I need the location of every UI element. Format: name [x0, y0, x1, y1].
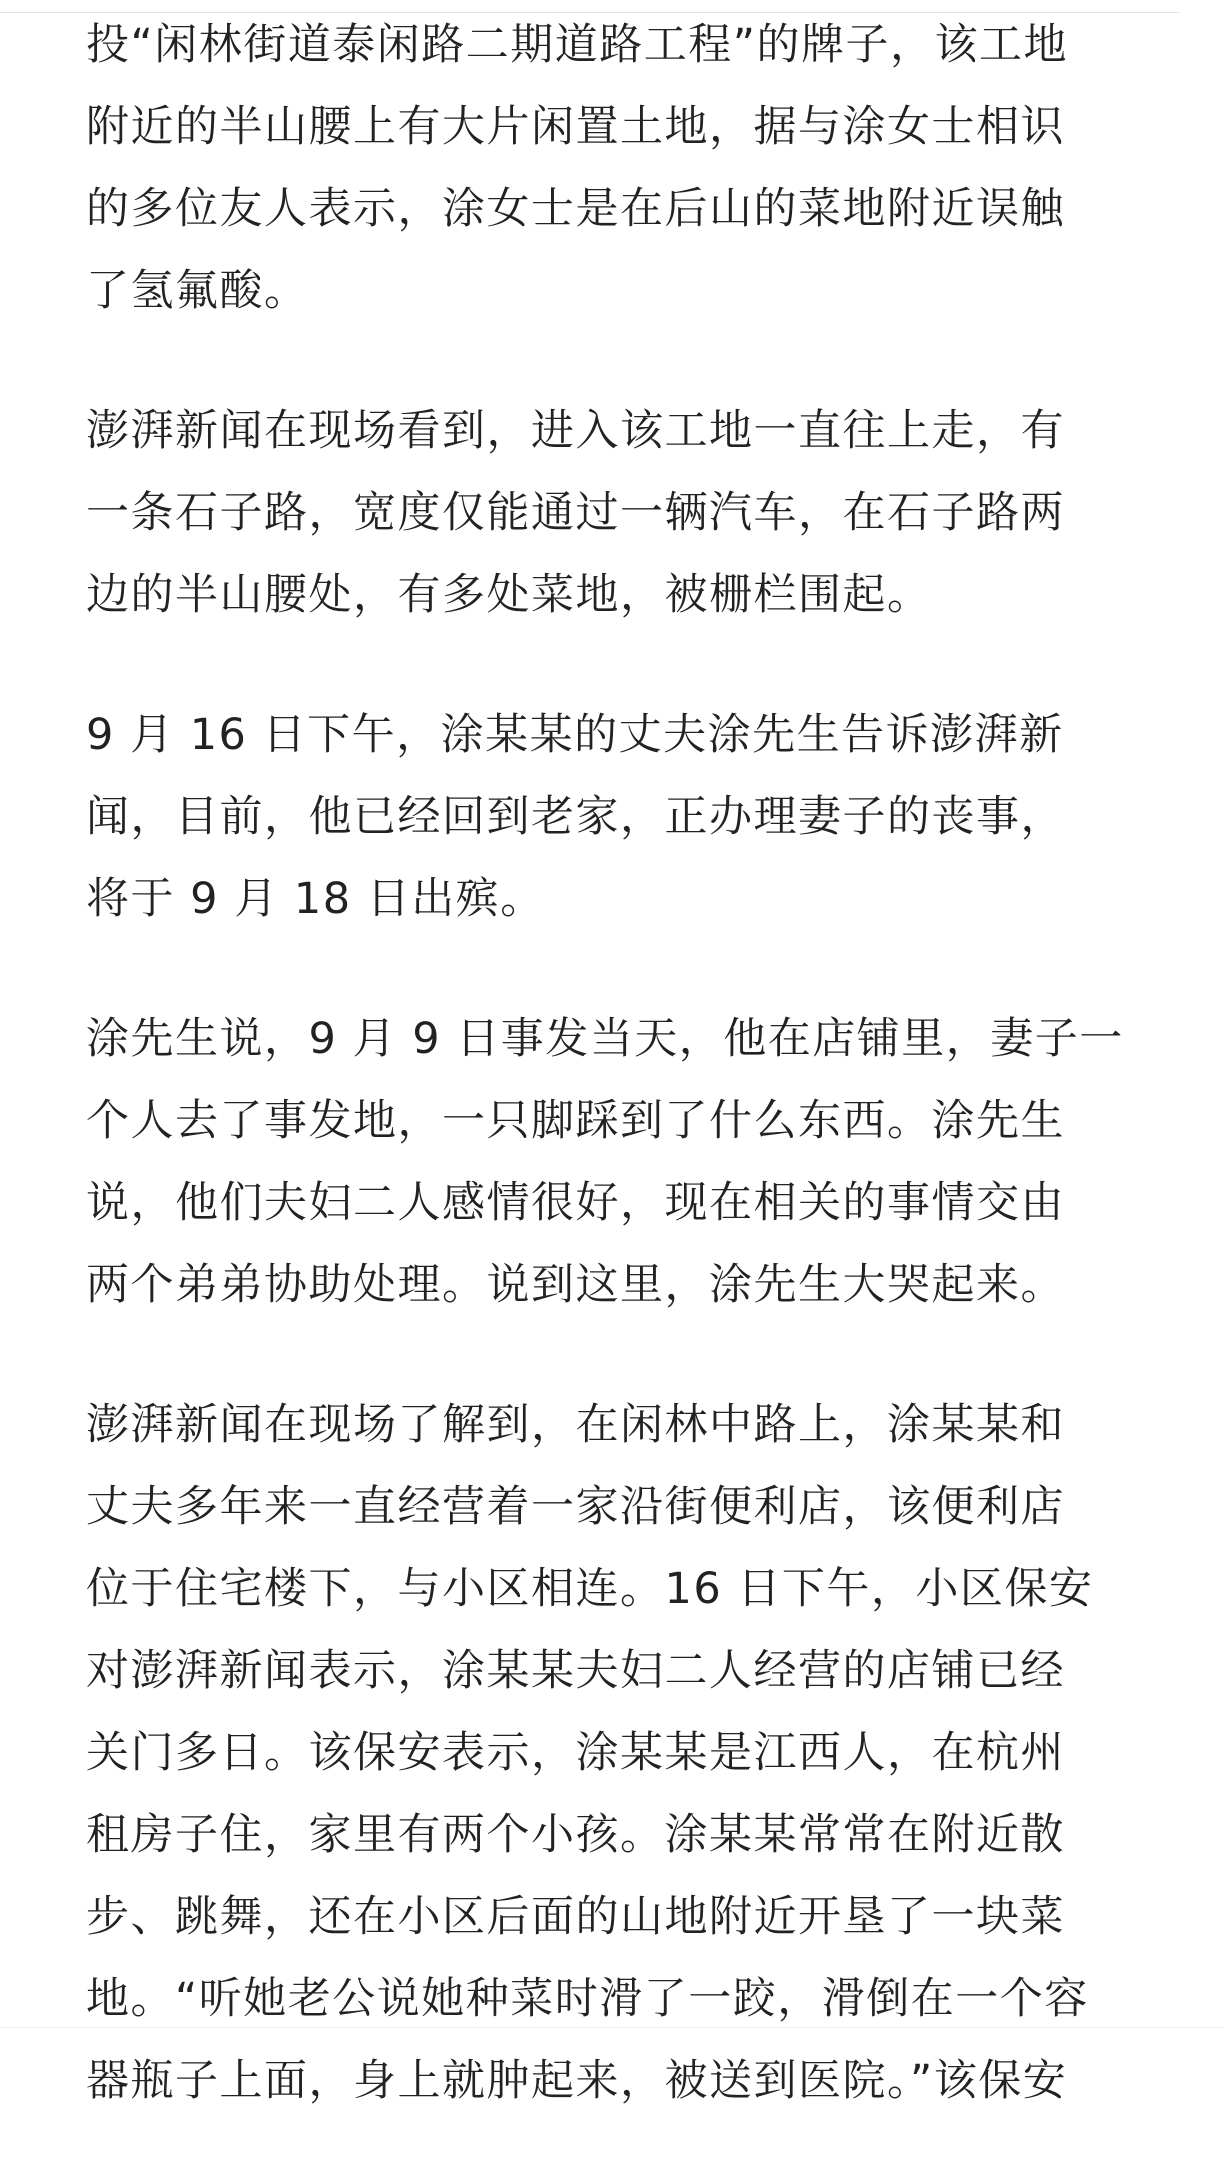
text-line: 地。“听她老公说她种菜时滑了一跤，滑倒在一个容	[86, 1974, 1089, 2024]
text-line: 附近的半山腰上有大片闲置土地，据与涂女士相识	[86, 102, 1065, 152]
text-line: 将于 9 月 18 日出殡。	[86, 874, 545, 924]
paragraph-3	[86, 694, 1126, 940]
article-body	[86, 4, 1126, 2180]
text-line: 了氢氟酸。	[86, 266, 309, 316]
text-line: 个人去了事发地，一只脚踩到了什么东西。涂先生	[86, 1096, 1065, 1146]
text-line: 步、跳舞，还在小区后面的山地附近开垦了一块菜	[86, 1892, 1065, 1942]
text-line: 租房子住，家里有两个小孩。涂某某常常在附近散	[86, 1810, 1065, 1860]
text-line: 说，他们夫妇二人感情很好，现在相关的事情交由	[86, 1178, 1065, 1228]
text-line: 涂先生说，9 月 9 日事发当天，他在店铺里，妻子一	[86, 1014, 1124, 1064]
paragraph-5	[86, 1384, 1126, 2122]
text-line: 一条石子路，宽度仅能通过一辆汽车，在石子路两	[86, 488, 1065, 538]
text-line: 器瓶子上面，身上就肿起来，被送到医院。”该保安	[86, 2056, 1068, 2106]
text-line: 丈夫多年来一直经营着一家沿街便利店，该便利店	[86, 1482, 1065, 1532]
text-line: 对澎湃新闻表示，涂某某夫妇二人经营的店铺已经	[86, 1646, 1065, 1696]
bottom-divider	[0, 2027, 1224, 2036]
text-line: 澎湃新闻在现场看到，进入该工地一直往上走，有	[86, 406, 1065, 456]
paragraph-1	[86, 4, 1126, 332]
text-line: 9 月 16 日下午，涂某某的丈夫涂先生告诉澎湃新	[86, 710, 1064, 760]
text-line: 边的半山腰处，有多处菜地，被栅栏围起。	[86, 570, 932, 620]
text-line: 位于住宅楼下，与小区相连。16 日下午，小区保安	[86, 1564, 1094, 1614]
text-line: 澎湃新闻在现场了解到，在闲林中路上，涂某某和	[86, 1400, 1065, 1450]
text-line: 关门多日。该保安表示，涂某某是江西人，在杭州	[86, 1728, 1065, 1778]
text-line: 两个弟弟协助处理。说到这里，涂先生大哭起来。	[86, 1260, 1065, 1310]
text-line: 的多位友人表示，涂女士是在后山的菜地附近误触	[86, 184, 1065, 234]
paragraph-2	[86, 390, 1126, 636]
paragraph-4	[86, 998, 1126, 1326]
text-line: 闻，目前，他已经回到老家，正办理妻子的丧事，	[86, 792, 1065, 842]
text-line: 投“闲林街道泰闲路二期道路工程”的牌子，该工地	[86, 20, 1069, 70]
